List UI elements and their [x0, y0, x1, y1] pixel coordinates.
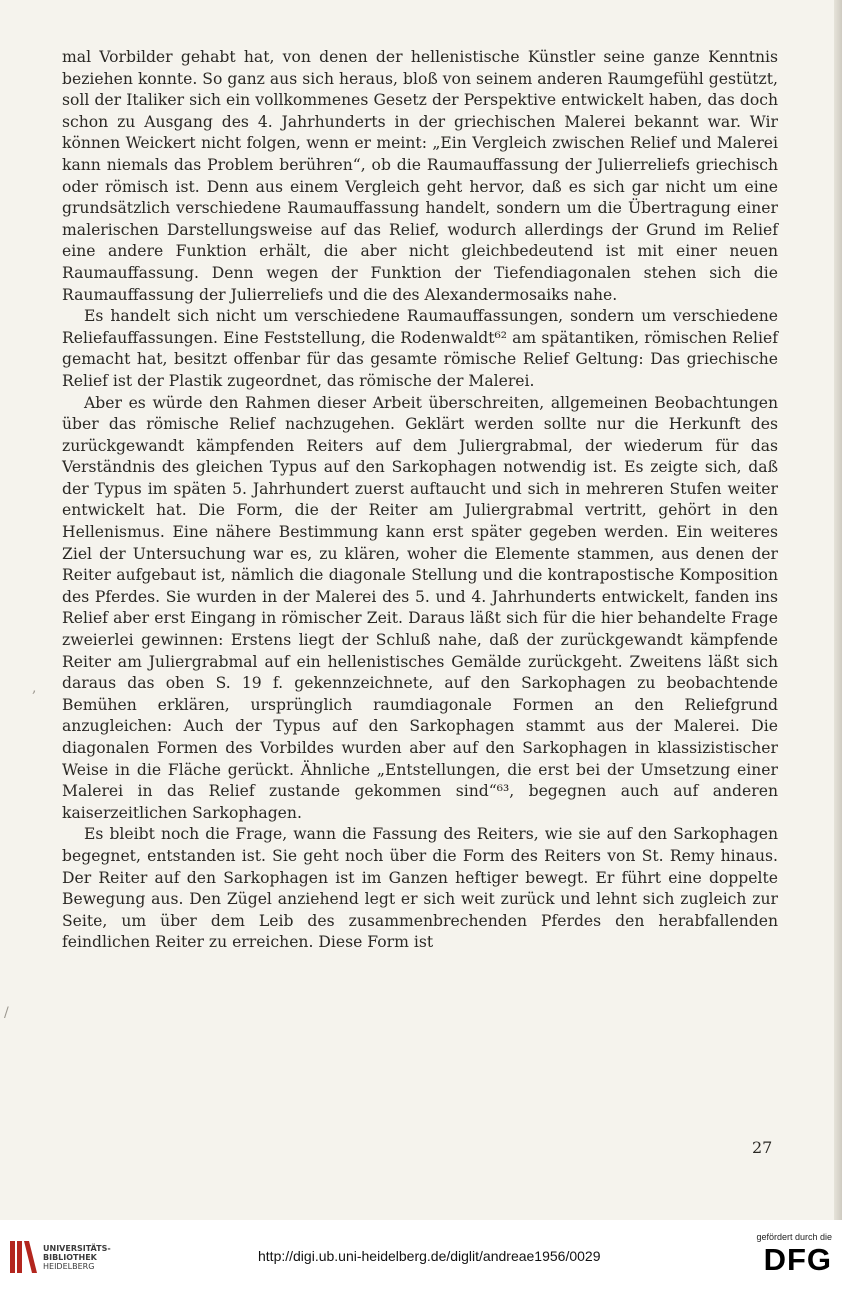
dfg-logo-text: DFG — [763, 1242, 832, 1277]
permalink-url[interactable]: http://digi.ub.uni-heidelberg.de/diglit/andreae1956/0029 — [258, 1248, 601, 1264]
paragraph-4: Es bleibt noch die Frage, wann die Fassung des Reiters, wie sie auf den Sarkophagen begegnet, entstanden ist. Sie geht noch über die Form des Reiters von St. Remy hinaus. Der Reiter auf den Sarkophagen ist im Ganzen heftiger bewegt. Er führt eine doppelte Bewegung aus. Den Zügel anziehend legt er sich weit zurück und lehnt sich zugleich zur Seite, um über dem Leib des zusammenbrechenden Pferdes den herabfallenden feindlichen Reiter zu erreichen. Diese Form ist — [62, 825, 778, 952]
page-edge — [834, 0, 842, 1220]
margin-mark: , — [32, 680, 37, 696]
body-text — [62, 47, 778, 954]
page-number: 27 — [752, 1138, 773, 1157]
funder-logo[interactable] — [756, 1232, 832, 1276]
library-name — [43, 1244, 111, 1271]
margin-mark: / — [4, 1005, 9, 1021]
paragraph-3: Aber es würde den Rahmen dieser Arbeit überschreiten, allgemeinen Beobachtungen über das römische Relief nachzugehen. Geklärt werden sollte nur die Herkunft des zurückgewandt kämpfenden Reiters auf dem Juliergrabmal, der wiederum für das Verständnis des gleichen Typus auf den Sarkophagen notwendig ist. Es zeigte sich, daß der Typus im späten 5. Jahrhundert zuerst auftaucht und sich in mehreren Stufen weiter entwickelt hat. Die Form, die der Reiter am Juliergrabmal vertritt, gehört in den Hellenismus. Eine nähere Bestimmung kann erst später gegeben werden. Ein weiteres Ziel der Untersuchung war es, zu klären, woher die Elemente stammen, aus denen der Reiter aufgebaut ist, nämlich die diagonale Stellung und die kontrapostische Komposition des Pferdes. Sie wurden in der Malerei des 5. und 4. Jahrhunderts entwickelt, fanden ins Relief aber erst Eingang in römischer Zeit. Daraus läßt sich für die hier behandelte Frage zweierlei gewinnen: Erstens liegt der Schluß nahe, daß der zurückgewandt kämpfende Reiter am Juliergrabmal auf ein hellenistisches Gemälde zurückgeht. Zweitens läßt sich daraus das oben S. 19 f. gekennzeichnete, auf den Sarkophagen zu beobachtende Bemühen erklären, ursprünglich raumdiagonale Formen an den Reliefgrund anzugleichen: Auch der Typus auf den Sarkophagen stammt aus der Malerei. Die diagonalen Formen des Vorbildes wurden aber auf den Sarkophagen in klassizistischer Weise in die Fläche gerückt. Ähnliche „Entstellungen, die erst bei der Umsetzung einer Malerei in das Relief zustande gekommen sind“⁶³, begegnen auch auf anderen kaiserzeitlichen Sarkophagen. — [62, 393, 778, 822]
library-line-2: BIBLIOTHEK — [43, 1252, 97, 1262]
paragraph-1: mal Vorbilder gehabt hat, von denen der hellenistische Künstler seine ganze Kenntnis beziehen konnte. So ganz aus sich heraus, bloß von seinem anderen Raumgefühl gestützt, soll der Italiker sich ein vollkommenes Gesetz der Perspektive entwickelt haben, das doch schon zu Ausgang des 4. Jahrhunderts in der griechischen Malerei bekannt war. Wir können Weickert nicht folgen, wenn er meint: „Ein Vergleich zwischen Relief und Malerei kann niemals das Problem berühren“, ob die Raumauffassung der Julierreliefs griechisch oder römisch ist. Denn aus einem Vergleich geht hervor, daß es sich gar nicht um eine grundsätzlich verschiedene Raumauffassung handelt, sondern um die Übertragung einer malerischen Darstellungsweise auf das Relief, wodurch allerdings der Grund im Relief eine andere Funktion erhält, die aber nicht gleichbedeutend ist mit einer neuen Raumauffassung. Denn wegen der Funktion der Tiefendiagonalen stehen sich die Raumauffassung der Julierreliefs und die des Alexandermosaiks nahe. — [62, 48, 778, 304]
paragraph-2: Es handelt sich nicht um verschiedene Raumauffassungen, sondern um verschiedene Reliefauffassungen. Eine Feststellung, die Rodenwaldt⁶² am spätantiken, römischen Relief gemacht hat, besitzt offenbar für das gesamte römische Relief Geltung: Das griechische Relief ist der Plastik zugeordnet, das römische der Malerei. — [62, 307, 778, 390]
library-logo[interactable] — [8, 1238, 111, 1276]
viewer-footer — [0, 1220, 842, 1291]
library-line-3: HEIDELBERG — [43, 1261, 95, 1271]
funder-caption: gefördert durch die — [756, 1232, 832, 1242]
library-emblem-icon — [8, 1238, 38, 1276]
library-line-1: UNIVERSITÄTS- — [43, 1243, 111, 1253]
